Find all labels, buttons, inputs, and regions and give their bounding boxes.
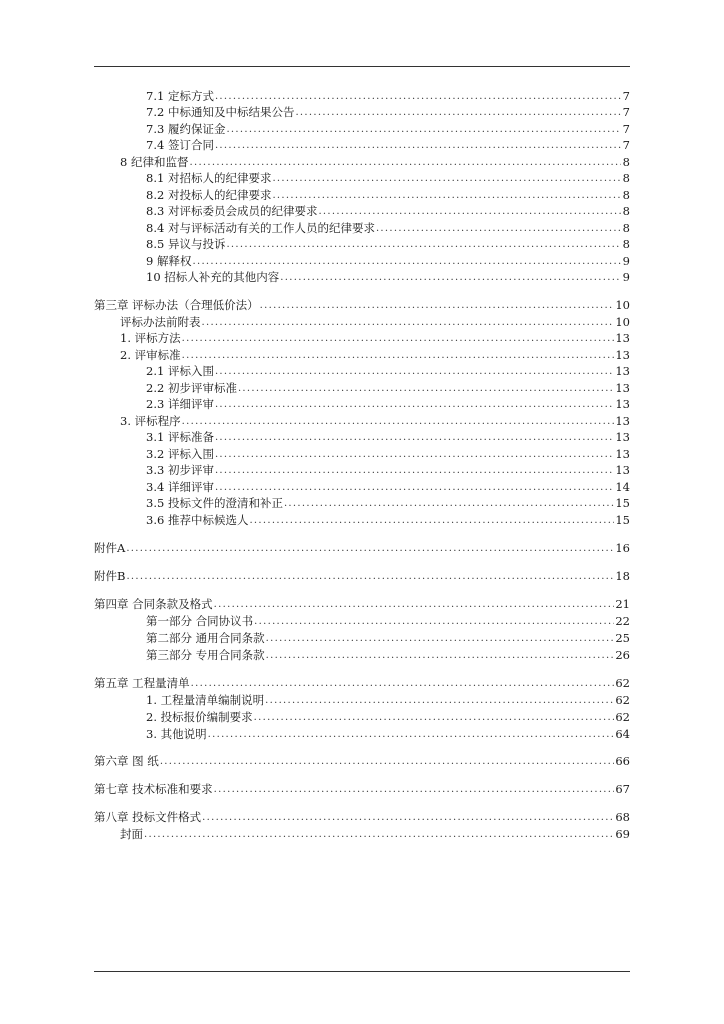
- toc-entry-page: 69: [615, 827, 630, 841]
- toc-entry-title: 第一部分 合同协议书: [146, 614, 254, 628]
- toc-entry-page: 22: [615, 614, 630, 628]
- toc-entry-title: 附件A: [94, 541, 126, 555]
- toc-entry-page: 13: [615, 414, 630, 428]
- toc-entry-title: 3.5 投标文件的澄清和补正: [146, 496, 283, 510]
- toc-entry-title: 1. 评标方法: [120, 331, 181, 345]
- toc-entry-page: 14: [615, 480, 630, 494]
- toc-entry[interactable]: [146, 170, 630, 186]
- toc-entry[interactable]: [146, 253, 630, 269]
- toc-leader: [226, 123, 621, 137]
- toc-leader: [284, 497, 614, 511]
- toc-entry-title: 1. 工程量清单编制说明: [146, 693, 265, 707]
- toc-entry-page: 15: [615, 496, 630, 510]
- toc-entry[interactable]: [120, 330, 630, 346]
- toc-leader: [182, 349, 615, 363]
- toc-entry[interactable]: [146, 380, 630, 396]
- toc-leader: [215, 139, 621, 153]
- toc-leader: [249, 514, 614, 528]
- toc-entry[interactable]: [146, 613, 630, 629]
- toc-leader: [208, 728, 615, 742]
- toc-entry-title: 3.1 评标准备: [146, 430, 214, 444]
- toc-entry-page: 13: [615, 430, 630, 444]
- toc-entry-title: 第三部分 专用合同条款: [146, 648, 265, 662]
- toc-entry[interactable]: [146, 137, 630, 153]
- toc-entry-title: 8.1 对招标人的纪律要求: [146, 171, 272, 185]
- toc-entry-page: 7: [622, 138, 630, 152]
- toc-leader: [144, 828, 614, 842]
- toc-entry-title: 第三章 评标办法（合理低价法）: [94, 298, 259, 312]
- toc-entry-title: 3.3 初步评审: [146, 463, 214, 477]
- toc-entry-title: 8.4 对与评标活动有关的工作人员的纪律要求: [146, 221, 375, 235]
- toc-entry[interactable]: [146, 462, 630, 478]
- toc-entry-page: 8: [622, 188, 630, 202]
- toc-leader: [272, 172, 621, 186]
- toc-entry-title: 3. 其他说明: [146, 727, 207, 741]
- toc-entry-title: 8.3 对评标委员会成员的纪律要求: [146, 204, 318, 218]
- toc-entry-title: 封面: [120, 827, 143, 841]
- toc-entry-title: 2. 评审标准: [120, 348, 181, 362]
- toc-leader: [266, 649, 615, 663]
- toc-entry-title: 评标办法前附表: [120, 315, 201, 329]
- toc-entry-title: 7.1 定标方式: [146, 89, 214, 103]
- toc-entry-title: 3.4 详细评审: [146, 480, 214, 494]
- toc-entry-title: 第五章 工程量清单: [94, 676, 190, 690]
- toc-entry-page: 8: [622, 237, 630, 251]
- toc-entry-page: 10: [615, 298, 630, 312]
- toc-entry-page: 68: [615, 810, 630, 824]
- toc-entry-page: 7: [622, 122, 630, 136]
- toc-entry-page: 7: [622, 105, 630, 119]
- toc-entry[interactable]: [120, 154, 630, 170]
- toc-leader: [254, 615, 614, 629]
- toc-entry[interactable]: [146, 363, 630, 379]
- toc-entry-title: 第六章 图 纸: [94, 754, 159, 768]
- toc-entry[interactable]: [146, 495, 630, 511]
- toc-entry[interactable]: [120, 347, 630, 363]
- toc-entry[interactable]: [94, 809, 630, 825]
- toc-entry[interactable]: [146, 187, 630, 203]
- toc-entry-title: 7.2 中标通知及中标结果公告: [146, 105, 295, 119]
- toc-entry-title: 第八章 投标文件格式: [94, 810, 202, 824]
- toc-leader: [189, 156, 621, 170]
- toc-entry-page: 26: [615, 648, 630, 662]
- toc-leader: [280, 271, 621, 285]
- toc-entry-title: 2.3 详细评审: [146, 397, 214, 411]
- toc-entry-page: 13: [615, 463, 630, 477]
- toc-entry-title: 2.1 评标入围: [146, 364, 214, 378]
- toc-entry-title: 9 解释权: [146, 254, 192, 268]
- toc-entry[interactable]: [146, 220, 630, 236]
- toc-entry[interactable]: [146, 512, 630, 528]
- toc-entry[interactable]: [146, 630, 630, 646]
- toc-entry[interactable]: [146, 446, 630, 462]
- toc-entry-title: 附件B: [94, 569, 126, 583]
- footer-rule: [94, 971, 630, 972]
- toc-entry[interactable]: [146, 104, 630, 120]
- toc-entry-page: 18: [615, 569, 630, 583]
- toc-entry-title: 2. 投标报价编制要求: [146, 710, 253, 724]
- toc-entry-page: 25: [615, 631, 630, 645]
- toc-leader: [215, 481, 614, 495]
- toc-leader: [226, 238, 621, 252]
- toc-entry-page: 67: [615, 782, 630, 796]
- toc-entry[interactable]: [120, 826, 630, 842]
- toc-entry-page: 13: [615, 447, 630, 461]
- toc-leader: [192, 255, 621, 269]
- toc-entry[interactable]: [146, 709, 630, 725]
- toc-entry-title: 8 纪律和监督: [120, 155, 189, 169]
- toc-leader: [254, 711, 615, 725]
- toc-leader: [191, 677, 615, 691]
- toc-leader: [215, 431, 614, 445]
- toc-leader: [215, 448, 614, 462]
- toc-entry-title: 3.2 评标入围: [146, 447, 214, 461]
- toc-leader: [182, 415, 615, 429]
- toc-entry[interactable]: [94, 596, 630, 612]
- toc-entry-page: 8: [622, 171, 630, 185]
- toc-entry[interactable]: [94, 297, 630, 313]
- toc-entry-page: 21: [615, 597, 630, 611]
- toc-entry-title: 第二部分 通用合同条款: [146, 631, 265, 645]
- toc-leader: [126, 570, 614, 584]
- toc-entry-page: 16: [615, 541, 630, 555]
- toc-entry[interactable]: [146, 479, 630, 495]
- toc-entry-page: 66: [615, 754, 630, 768]
- toc-leader: [160, 755, 615, 769]
- toc-leader: [215, 365, 614, 379]
- toc-entry-page: 13: [615, 331, 630, 345]
- toc-entry[interactable]: [94, 568, 630, 584]
- toc-entry-title: 8.2 对投标人的纪律要求: [146, 188, 272, 202]
- toc-entry[interactable]: [146, 88, 630, 104]
- toc-leader: [214, 783, 615, 797]
- toc-entry[interactable]: [94, 753, 630, 769]
- toc-entry[interactable]: [94, 675, 630, 691]
- toc-entry-title: 7.3 履约保证金: [146, 122, 226, 136]
- toc-entry-page: 13: [615, 364, 630, 378]
- toc-leader: [215, 464, 614, 478]
- toc-entry[interactable]: [146, 236, 630, 252]
- toc-entry-page: 10: [615, 315, 630, 329]
- toc-leader: [202, 811, 614, 825]
- toc-entry[interactable]: [94, 540, 630, 556]
- toc-leader: [215, 90, 621, 104]
- toc-entry[interactable]: [120, 314, 630, 330]
- toc-leader: [202, 316, 615, 330]
- toc-leader: [272, 189, 621, 203]
- toc-entry-page: 13: [615, 348, 630, 362]
- toc-leader: [376, 222, 621, 236]
- toc-leader: [238, 382, 614, 396]
- toc-leader: [126, 542, 614, 556]
- toc-leader: [295, 106, 621, 120]
- toc-entry-page: 15: [615, 513, 630, 527]
- toc-leader: [182, 332, 615, 346]
- toc-entry[interactable]: [94, 781, 630, 797]
- toc-entry-title: 7.4 签订合同: [146, 138, 214, 152]
- toc-leader: [215, 398, 614, 412]
- toc-entry[interactable]: [146, 647, 630, 663]
- toc-leader: [265, 694, 614, 708]
- toc-leader: [266, 632, 615, 646]
- toc-entry[interactable]: [146, 269, 630, 285]
- toc-entry-title: 2.2 初步评审标准: [146, 381, 237, 395]
- toc-entry[interactable]: [146, 396, 630, 412]
- toc-entry[interactable]: [146, 692, 630, 708]
- toc-entry-title: 10 招标人补充的其他内容: [146, 270, 280, 284]
- toc-entry-page: 8: [622, 221, 630, 235]
- toc-entry-page: 9: [622, 270, 630, 284]
- toc-entry[interactable]: [146, 726, 630, 742]
- toc-entry-title: 3. 评标程序: [120, 414, 181, 428]
- toc-entry[interactable]: [146, 203, 630, 219]
- toc-entry[interactable]: [146, 429, 630, 445]
- toc-entry-page: 8: [622, 155, 630, 169]
- toc-entry-page: 9: [622, 254, 630, 268]
- toc-entry-page: 7: [622, 89, 630, 103]
- toc-entry-page: 64: [615, 727, 630, 741]
- toc-leader: [318, 205, 621, 219]
- toc-leader: [214, 598, 615, 612]
- toc-entry[interactable]: [146, 121, 630, 137]
- toc-entry-page: 13: [615, 397, 630, 411]
- toc-entry-title: 8.5 异议与投诉: [146, 237, 226, 251]
- toc-leader: [260, 299, 615, 313]
- toc-entry-title: 第七章 技术标准和要求: [94, 782, 213, 796]
- toc-entry-page: 13: [615, 381, 630, 395]
- toc-entry-title: 第四章 合同条款及格式: [94, 597, 213, 611]
- toc-entry-title: 3.6 推荐中标候选人: [146, 513, 249, 527]
- toc-entry[interactable]: [120, 413, 630, 429]
- toc-entry-page: 8: [622, 204, 630, 218]
- toc-entry-page: 62: [615, 676, 630, 690]
- toc-entry-page: 62: [615, 710, 630, 724]
- toc-entry-page: 62: [615, 693, 630, 707]
